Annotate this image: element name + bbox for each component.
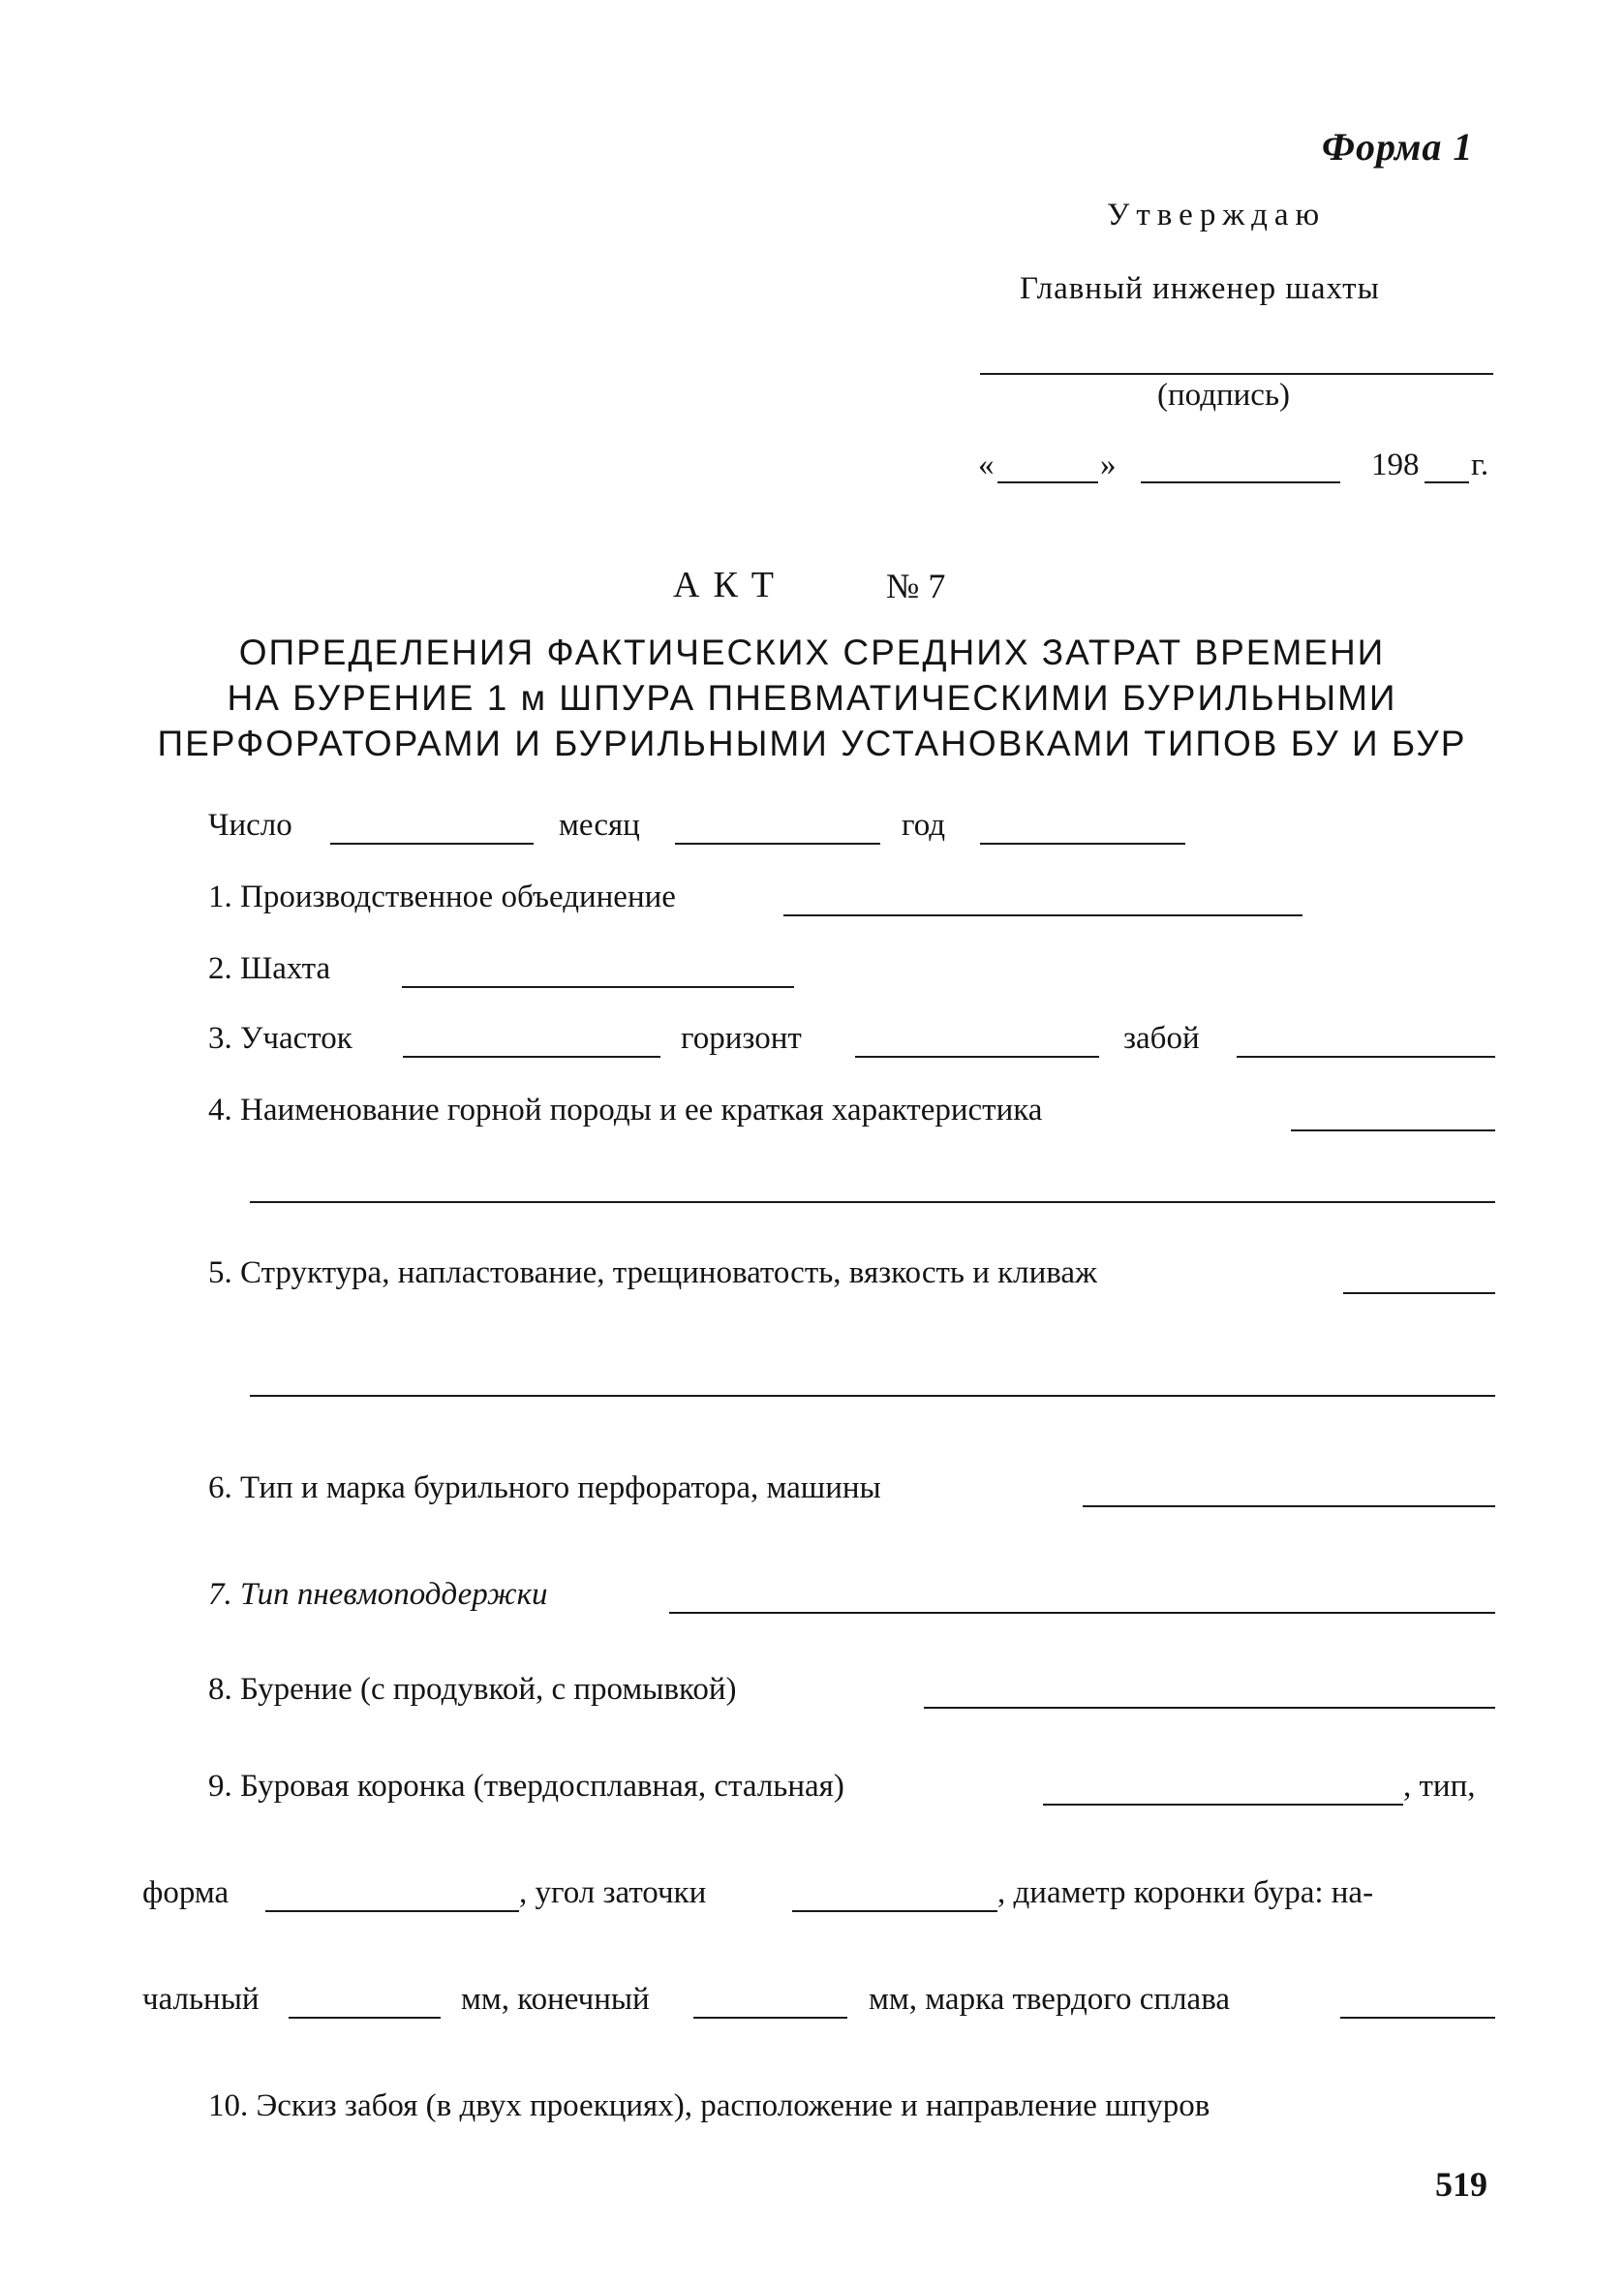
structure-field[interactable]	[1343, 1292, 1495, 1294]
item-6-label: 6. Тип и марка бурильного перфоратора, машины	[208, 1470, 881, 1505]
face-field[interactable]	[1237, 1056, 1495, 1058]
item-10-label: 10. Эскиз забоя (в двух проекциях), расположение и направление шпуров	[208, 2088, 1210, 2123]
final-diameter-field[interactable]	[693, 2017, 847, 2019]
month-field[interactable]	[675, 843, 880, 845]
date-open-quote: «	[978, 448, 995, 482]
section-field[interactable]	[403, 1056, 660, 1058]
bit-diameter-label: , диаметр коронки бура: на-	[997, 1875, 1374, 1910]
face-label: забой	[1123, 1021, 1200, 1056]
signature-line[interactable]	[980, 373, 1493, 375]
initial-diameter-field[interactable]	[289, 2017, 441, 2019]
structure-field-continued[interactable]	[250, 1395, 1495, 1397]
item-2-label: 2. Шахта	[208, 951, 331, 986]
bit-form-field[interactable]	[265, 1910, 519, 1912]
production-association-field[interactable]	[783, 914, 1302, 916]
approver-position: Главный инженер шахты	[1020, 271, 1380, 306]
page-number: 519	[1435, 2165, 1487, 2204]
month-label: месяц	[559, 808, 640, 843]
year-label: год	[902, 808, 946, 843]
act-subtitle-line3: ПЕРФОРАТОРАМИ И БУРИЛЬНЫМИ УСТАНОВКАМИ ТИПОВ БУ И БУР	[157, 724, 1467, 763]
signature-caption: (подпись)	[1157, 378, 1290, 413]
approve-label: Утверждаю	[1107, 198, 1327, 232]
form-label: Форма 1	[1322, 125, 1474, 169]
pneumatic-support-field[interactable]	[669, 1612, 1495, 1614]
act-subtitle-line2: НА БУРЕНИЕ 1 м ШПУРА ПНЕВМАТИЧЕСКИМИ БУРИЛЬНЫМИ	[227, 678, 1397, 718]
item-4-label: 4. Наименование горной породы и ее краткая характеристика	[208, 1093, 1043, 1128]
drill-type-field[interactable]	[1083, 1505, 1495, 1507]
item-7-label: 7. Тип пневмоподдержки	[208, 1577, 548, 1612]
bit-type-label: , тип,	[1403, 1769, 1476, 1804]
approval-month-field[interactable]	[1141, 481, 1340, 483]
item-8-label: 8. Бурение (с продувкой, с промывкой)	[208, 1672, 737, 1707]
day-field[interactable]	[330, 843, 534, 845]
item-1-label: 1. Производственное объединение	[208, 880, 676, 914]
item-9-label: 9. Буровая коронка (твердосплавная, стальная)	[208, 1769, 844, 1804]
horizon-label: горизонт	[681, 1021, 802, 1056]
date-year-suffix: г.	[1471, 448, 1489, 482]
item-5-label: 5. Структура, напластование, трещиноватость, вязкость и кливаж	[208, 1255, 1097, 1290]
act-subtitle-line1: ОПРЕДЕЛЕНИЯ ФАКТИЧЕСКИХ СРЕДНИХ ЗАТРАТ ВРЕМЕНИ	[238, 633, 1386, 672]
bit-material-field[interactable]	[1043, 1804, 1403, 1806]
final-diameter-label: мм, конечный	[461, 1982, 650, 2017]
act-number: № 7	[886, 567, 946, 605]
act-title: АКТ	[673, 565, 787, 605]
item-3-section-label: 3. Участок	[208, 1021, 352, 1056]
horizon-field[interactable]	[855, 1056, 1099, 1058]
approval-day-field[interactable]	[997, 481, 1098, 483]
sharpening-angle-field[interactable]	[792, 1910, 997, 1912]
bit-form-label: форма	[142, 1875, 230, 1910]
day-label: Число	[208, 808, 292, 843]
hard-alloy-grade-field[interactable]	[1340, 2017, 1495, 2019]
rock-description-field[interactable]	[1291, 1129, 1495, 1131]
rock-description-field-continued[interactable]	[250, 1201, 1495, 1203]
year-field[interactable]	[980, 843, 1185, 845]
initial-diameter-label: чальный	[142, 1982, 260, 2017]
drilling-method-field[interactable]	[924, 1707, 1495, 1709]
mine-field[interactable]	[402, 986, 794, 988]
approval-year-field[interactable]	[1425, 481, 1469, 483]
sharpening-angle-label: , угол заточки	[519, 1875, 707, 1910]
date-close-quote: »	[1100, 448, 1117, 482]
date-year-prefix: 198	[1371, 448, 1420, 482]
hard-alloy-grade-label: мм, марка твердого сплава	[869, 1982, 1230, 2017]
